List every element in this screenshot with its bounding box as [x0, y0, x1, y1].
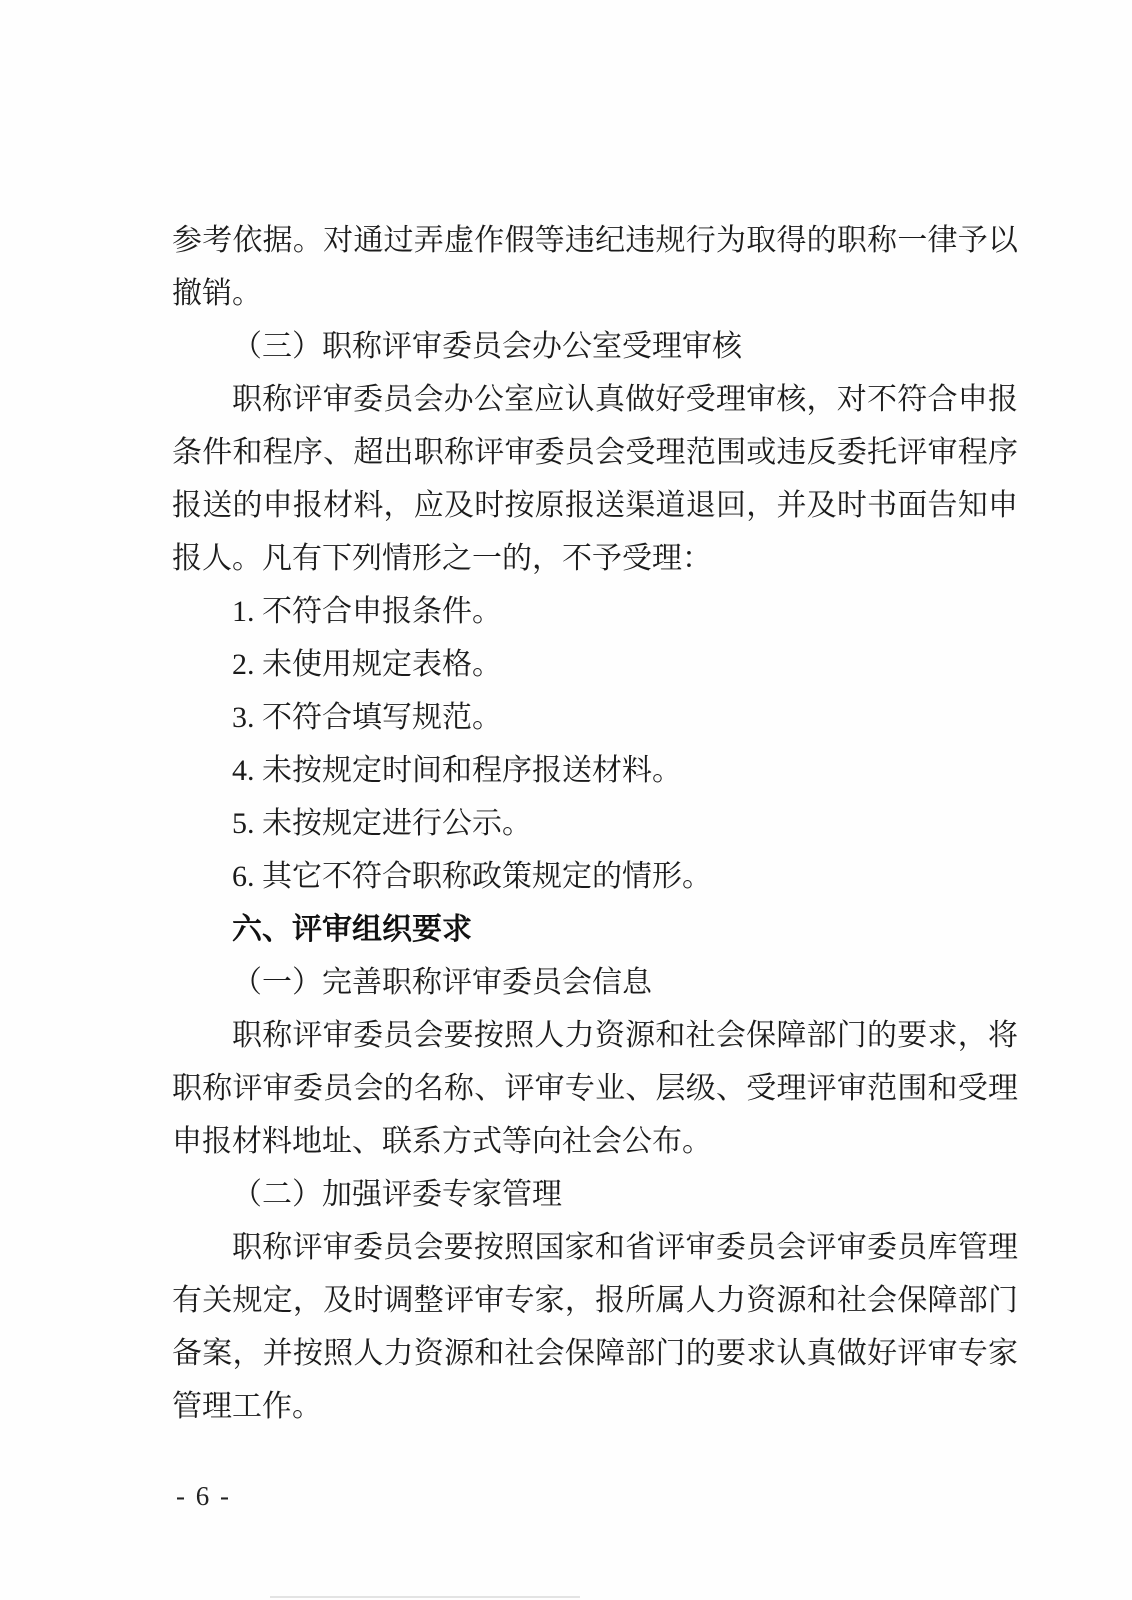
paragraph-continuation: 参考依据。对通过弄虚作假等违纪违规行为取得的职称一律予以撤销。 [172, 224, 1018, 310]
page-number: - 6 - [176, 1481, 231, 1511]
subheading-2-expert-management: （二）加强评委专家管理 [232, 1178, 562, 1211]
list-item-2: 2. 未使用规定表格。 [232, 648, 502, 681]
paragraph-committee-info: 职称评审委员会要按照人力资源和社会保障部门的要求，将职称评审委员会的名称、评审专业、层级、受理评审范围和受理申报材料地址、联系方式等向社会公布。 [172, 1019, 1018, 1158]
scan-artifact-line [270, 1596, 580, 1598]
subheading-3-acceptance-review: （三）职称评审委员会办公室受理审核 [232, 330, 742, 363]
document-text-block [172, 214, 1018, 1433]
list-item-1: 1. 不符合申报条件。 [232, 595, 502, 628]
list-item-4: 4. 未按规定时间和程序报送材料。 [232, 754, 682, 787]
list-item-5: 5. 未按规定进行公示。 [232, 807, 532, 840]
subheading-1-committee-info: （一）完善职称评审委员会信息 [232, 966, 652, 999]
paragraph-acceptance-review: 职称评审委员会办公室应认真做好受理审核，对不符合申报条件和程序、超出职称评审委员会受理范围或违反委托评审程序报送的申报材料，应及时按原报送渠道退回，并及时书面告知申报人。凡有下列情形之一的，不予受理： [172, 383, 1018, 575]
section-heading-6-organization: 六、评审组织要求 [232, 913, 472, 946]
list-item-3: 3. 不符合填写规范。 [232, 701, 502, 734]
paragraph-expert-management: 职称评审委员会要按照国家和省评审委员会评审委员库管理有关规定，及时调整评审专家，报所属人力资源和社会保障部门备案，并按照人力资源和社会保障部门的要求认真做好评审专家管理工作。 [172, 1231, 1018, 1423]
list-item-6: 6. 其它不符合职称政策规定的情形。 [232, 860, 712, 893]
